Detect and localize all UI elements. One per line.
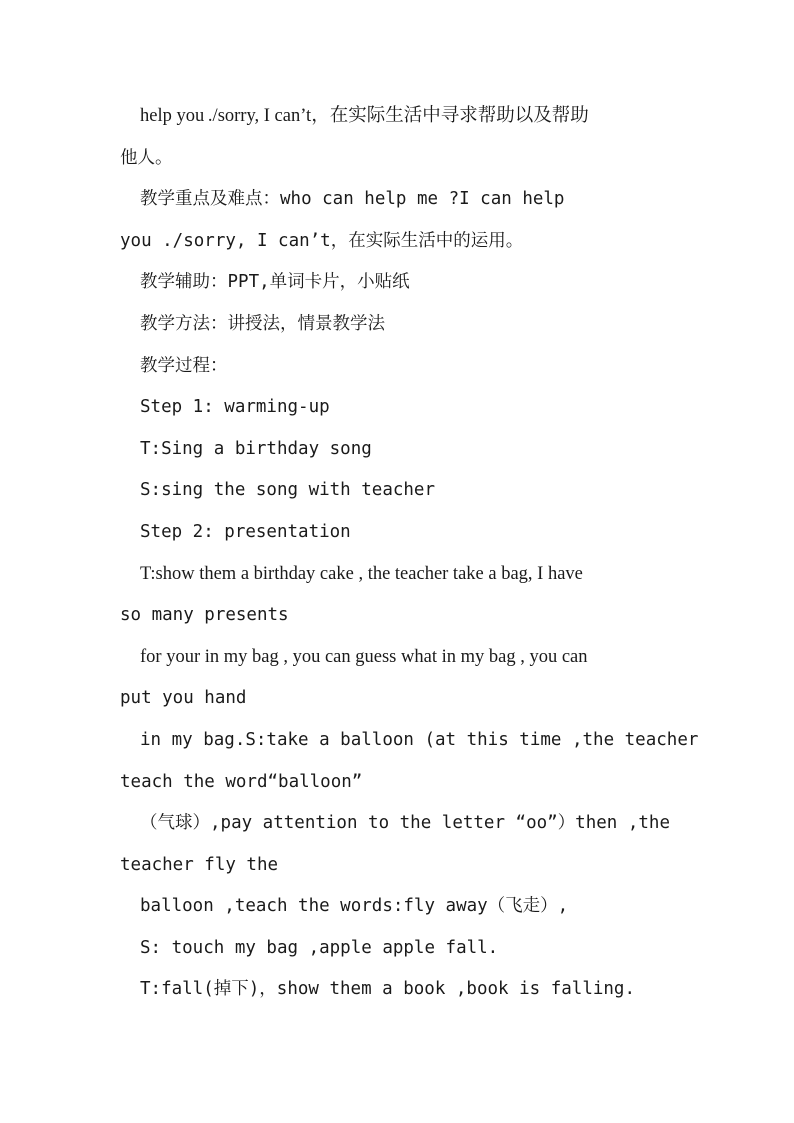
text-line: S: touch my bag ,apple apple fall. xyxy=(140,937,499,958)
text-line: so many presents xyxy=(120,605,289,626)
teaching-process-heading: 教学过程： xyxy=(140,355,228,376)
text-line: teach the word“balloon” xyxy=(120,771,363,792)
text-line: help you ./sorry, I can’t，在实际生活中寻求帮助以及帮助 xyxy=(140,106,589,126)
text-line: T:Sing a birthday song xyxy=(140,438,372,459)
text-line: put you hand xyxy=(120,688,247,709)
step-1-heading: Step 1: warming-up xyxy=(140,397,330,418)
teaching-methods-line: 教学方法：讲授法，情景教学法 xyxy=(140,313,385,334)
text-line: S:sing the song with teacher xyxy=(140,480,436,501)
lesson-plan-text xyxy=(120,96,699,1011)
text-line: 他人。 xyxy=(120,147,173,168)
text-line: （气球）,pay attention to the letter “oo”）then ,the xyxy=(140,813,671,834)
text-line: balloon ,teach the words:fly away（飞走）, xyxy=(140,896,569,917)
text-line: in my bag.S:take a balloon (at this time ,the teacher xyxy=(140,729,699,750)
key-points-heading: 教学重点及难点：who can help me ?I can help xyxy=(140,189,565,210)
text-line: T:show them a birthday cake , the teacher take a bag, I have xyxy=(140,563,583,584)
text-line: you ./sorry, I can’t，在实际生活中的运用。 xyxy=(120,230,524,251)
text-line: teacher fly the xyxy=(120,854,279,875)
text-line: for your in my bag , you can guess what in my bag , you can xyxy=(140,646,588,667)
text-line: T:fall(掉下)，show them a book ,book is falling. xyxy=(140,979,636,1000)
teaching-aids-line: 教学辅助：PPT,单词卡片，小贴纸 xyxy=(140,272,410,293)
step-2-heading: Step 2: presentation xyxy=(140,521,351,542)
